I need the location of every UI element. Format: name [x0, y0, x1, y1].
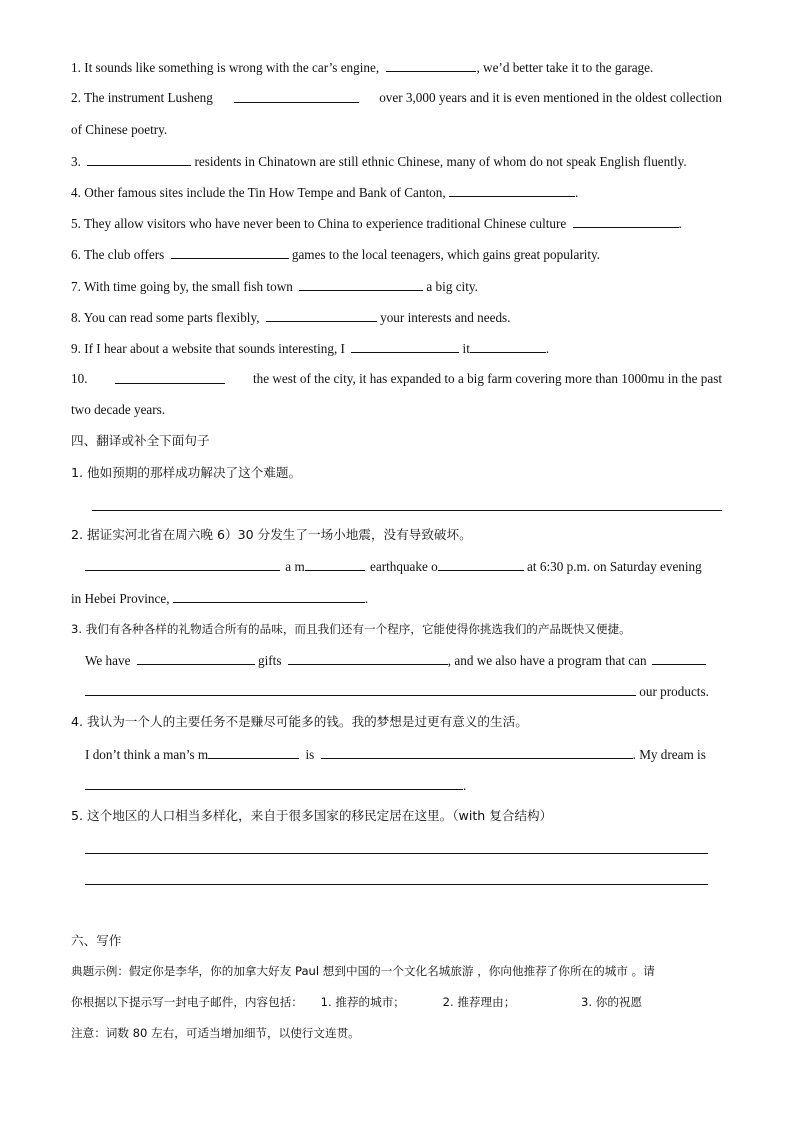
writing-task-item-3: 3. 你的祝愿	[580, 995, 643, 1009]
question-2-continuation: of Chinese poetry.	[71, 122, 168, 137]
answer-line[interactable]	[85, 853, 708, 854]
question-5-text: 5. They allow visitors who have never been to China to experience traditional Chinese culture	[71, 216, 567, 231]
question-2-text: 2. The instrument Lusheng	[71, 90, 213, 105]
question-4	[71, 184, 578, 201]
question-10-continuation: two decade years.	[71, 402, 166, 417]
translation-4-line-1	[85, 746, 706, 763]
translation-4-text: is	[305, 747, 315, 762]
answer-line[interactable]	[92, 510, 722, 511]
writing-task-note: 注意：词数 80 左右，可适当增加细节，以使行文连贯。	[71, 1026, 360, 1040]
answer-blank[interactable]	[85, 558, 280, 571]
question-7-text-end: a big city.	[426, 279, 478, 294]
writing-task-line-2	[71, 994, 642, 1010]
answer-blank[interactable]	[173, 590, 365, 603]
writing-task-line-1: 典题示例：假定你是李华，你的加拿大好友 Paul 想到中国的一个文化名城旅游 ，你向他推荐了你所在的城市 。请	[71, 964, 655, 978]
translation-4-prompt: 4. 我认为一个人的主要任务不是赚尽可能多的钱。我的梦想是过更有意义的生活。	[71, 714, 528, 729]
question-1-text-end: , we’d better take it to the garage.	[476, 60, 654, 75]
answer-blank[interactable]	[115, 371, 225, 384]
answer-blank[interactable]	[299, 278, 423, 291]
question-9	[71, 340, 549, 357]
answer-blank[interactable]	[266, 309, 377, 322]
translation-4-text: I don’t think a man’s m	[85, 747, 209, 762]
translation-2-text: earthquake o	[370, 559, 438, 574]
question-1-text: 1. It sounds like something is wrong with the car’s engine,	[71, 60, 380, 75]
translation-2-period: .	[364, 591, 369, 606]
question-9-text: 9. If I hear about a website that sounds interesting, I	[71, 341, 345, 356]
answer-blank[interactable]	[85, 683, 636, 696]
question-3-number: 3.	[71, 154, 81, 169]
question-9-it: it	[462, 341, 470, 356]
translation-3-text: our products.	[639, 684, 709, 699]
answer-blank[interactable]	[438, 558, 524, 571]
translation-3-line-2	[85, 683, 709, 700]
translation-3-line-1	[85, 652, 706, 669]
answer-blank[interactable]	[288, 652, 448, 665]
question-4-period: .	[574, 185, 579, 200]
answer-blank[interactable]	[137, 652, 255, 665]
answer-blank[interactable]	[171, 246, 289, 259]
question-5-period: .	[678, 216, 682, 231]
translation-1-prompt: 1. 他如预期的那样成功解决了这个难题。	[71, 465, 302, 480]
translation-5-prompt: 5. 这个地区的人口相当多样化，来自于很多国家的移民定居在这里。（with 复合结构）	[71, 808, 553, 823]
answer-blank[interactable]	[386, 59, 476, 72]
section-6-heading: 六、写作	[71, 933, 122, 948]
question-2	[71, 90, 722, 106]
translation-4-line-2	[85, 777, 466, 794]
section-4-heading: 四、翻译或补全下面句子	[71, 433, 210, 448]
translation-2-line-2	[71, 590, 368, 607]
answer-line[interactable]	[85, 884, 708, 885]
writing-task-intro: 你根据以下提示写一封电子邮件，内容包括：	[71, 995, 303, 1009]
answer-blank[interactable]	[652, 652, 706, 665]
translation-2-prompt: 2. 据证实河北省在周六晚 6）30 分发生了一场小地震，没有导致破坏。	[71, 527, 472, 542]
answer-blank[interactable]	[321, 746, 633, 759]
translation-3-text: , and we also have a program that can	[447, 653, 647, 668]
translation-2-text: at 6:30 p.m. on Saturday evening	[527, 559, 702, 574]
answer-blank[interactable]	[85, 777, 463, 790]
answer-blank[interactable]	[305, 558, 365, 571]
answer-blank[interactable]	[573, 215, 679, 228]
question-6-text: 6. The club offers	[71, 247, 165, 262]
question-10-text: the west of the city, it has expanded to a big farm covering more than 1000mu in the past	[252, 371, 722, 386]
translation-4-text: . My dream is	[632, 747, 706, 762]
translation-2-line-1	[85, 558, 702, 575]
question-3-text: residents in Chinatown are still ethnic Chinese, many of whom do not speak English fluently.	[194, 154, 687, 169]
answer-blank[interactable]	[234, 90, 359, 103]
question-4-text: 4. Other famous sites include the Tin How Tempe and Bank of Canton,	[71, 185, 446, 200]
question-9-period: .	[545, 341, 550, 356]
question-6-text-end: games to the local teenagers, which gains great popularity.	[291, 247, 601, 262]
question-8	[71, 309, 510, 326]
translation-2-text: a m	[285, 559, 305, 574]
question-7	[71, 278, 478, 295]
question-6	[71, 246, 600, 263]
question-5	[71, 215, 682, 232]
question-10	[71, 371, 722, 387]
question-3	[71, 153, 687, 170]
answer-blank[interactable]	[470, 340, 546, 353]
question-2-text-end: over 3,000 years and it is even mentioned in the oldest collection	[379, 90, 722, 105]
answer-blank[interactable]	[208, 746, 299, 759]
writing-task-item-2: 2. 推荐理由；	[442, 995, 516, 1009]
translation-4-period: .	[463, 778, 467, 793]
writing-task-item-1: 1. 推荐的城市；	[320, 995, 405, 1009]
question-1	[71, 59, 653, 76]
question-8-text: 8. You can read some parts flexibly,	[71, 310, 260, 325]
translation-2-text: in Hebei Province,	[71, 591, 170, 606]
translation-3-text: We have	[85, 653, 131, 668]
answer-blank[interactable]	[449, 184, 575, 197]
question-7-text: 7. With time going by, the small fish town	[71, 279, 293, 294]
translation-3-text: gifts	[258, 653, 282, 668]
question-10-number: 10.	[71, 371, 88, 386]
answer-blank[interactable]	[87, 153, 191, 166]
question-8-text-end: your interests and needs.	[380, 310, 511, 325]
translation-3-prompt: 3. 我们有各种各样的礼物适合所有的品味，而且我们还有一个程序，它能使得你挑选我们的产品既快又便捷。	[71, 622, 631, 636]
answer-blank[interactable]	[351, 340, 459, 353]
